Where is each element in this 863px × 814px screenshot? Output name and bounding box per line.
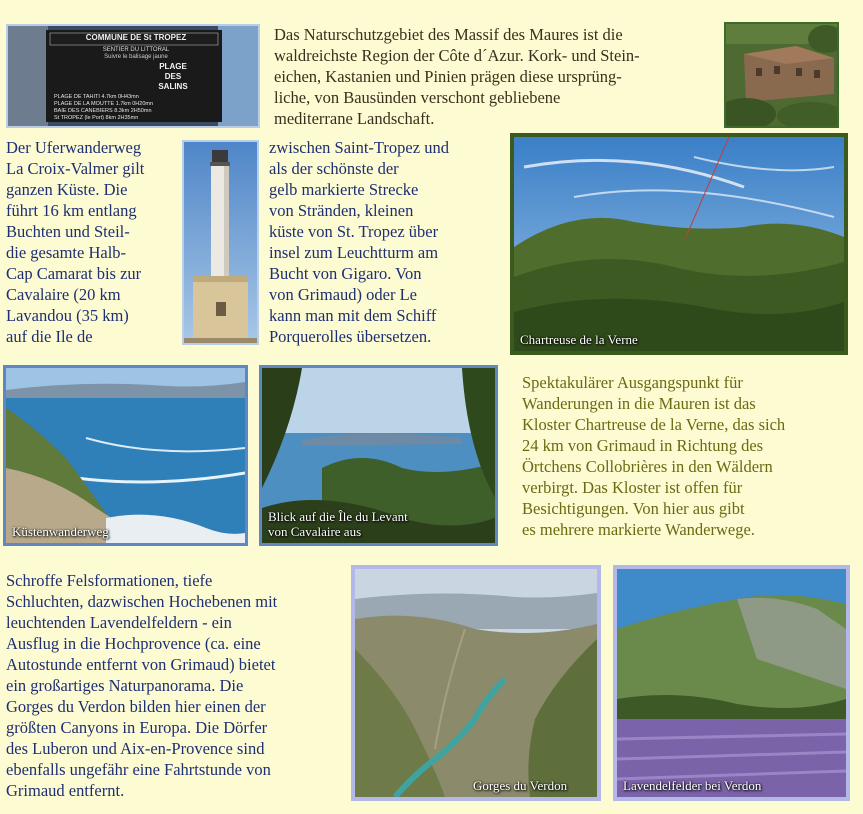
verdon-photo [351,565,601,801]
sign-note: Suivre le balisage jaune [104,54,168,60]
coast-line: insel zum Leuchtturm am [269,243,439,262]
lighthouse-photo [182,140,259,345]
sign-place-line: DES [164,72,182,81]
provence-line: leuchtenden Lavendelfeldern - ein [6,613,232,632]
monastery-line: Spektakulärer Ausgangspunkt für [522,373,743,392]
sign-row: PLAGE DE TAHITI 4.7km 0H43mn [54,94,139,100]
sign-row: BAIE DES CANEBIERS 8.3km 2H50mn [54,108,152,114]
coast-line: Bucht von Gigaro. Von [269,264,422,283]
sign-place-line: SALINS [158,82,188,91]
coast-walk-text-right [269,137,449,347]
lighthouse-image [184,142,257,343]
provence-line: ebenfalls ungefähr eine Fahrtstunde von [6,760,271,779]
provence-line: Ausflug in die Hochprovence (ca. eine [6,634,261,653]
monastery-line: es mehrere markierte Wanderwege. [522,520,755,539]
sign-place-line: PLAGE [159,62,187,71]
coast-line: küste von St. Tropez über [269,222,439,241]
monastery-line: verbirgt. Das Kloster ist offen für [522,478,743,497]
coast-line: kann man mit dem Schiff [269,306,437,325]
coast-photo [3,365,248,546]
coast-line: ganzen Küste. Die [6,180,128,199]
monastery-small-photo [724,22,839,128]
coast-line: als der schönste der [269,159,399,178]
intro-line: liche, von Bausünden verschont gebliebene [274,88,561,107]
intro-line: Das Naturschutzgebiet des Massif des Maures ist die [274,25,623,44]
lavender-caption: Lavendelfelder bei Verdon [623,778,762,793]
provence-line: Schroffe Felsformationen, tiefe [6,571,213,590]
monastery-line: 24 km von Grimaud in Richtung des [522,436,764,455]
lavender-photo [613,565,850,801]
coast-line: Cavalaire (20 km [6,285,121,304]
provence-line: des Luberon und Aix-en-Provence sind [6,739,265,758]
sign-title: COMMUNE DE St TROPEZ [85,33,187,42]
coast-walk-text-left [6,137,144,347]
levant-photo [259,365,498,546]
coast-line: die gesamte Halb- [6,243,127,262]
monastery-small-image [726,24,837,126]
levant-caption [268,509,408,539]
coast-line: führt 16 km entlang [6,201,137,220]
sign-rows [54,94,153,122]
chartreuse-caption: Chartreuse de la Verne [520,332,638,347]
coast-line: La Croix-Valmer gilt [6,159,145,178]
sign-photo [6,24,260,128]
levant-caption-line: Blick auf die Île du Levant [268,509,408,524]
coast-line: von Grimaud) oder Le [269,285,417,304]
coast-line: Der Uferwanderweg [6,138,142,157]
coast-line: zwischen Saint-Tropez und [269,138,449,157]
chartreuse-image [514,137,844,351]
provence-line: Schluchten, dazwischen Hochebenen mit [6,592,278,611]
monastery-text [522,372,785,540]
sign-place [128,62,218,92]
coast-image [6,368,245,543]
monastery-line: Örtchens Collobrières in den Wäldern [522,457,773,476]
coast-caption: Küstenwanderweg [12,524,109,539]
intro-line: eichen, Kastanien und Pinien prägen diese ursprüng- [274,67,622,86]
chartreuse-photo [510,133,848,355]
lavender-image [617,569,846,797]
monastery-line: Kloster Chartreuse de la Verne, das sich [522,415,786,434]
provence-line: Autostunde entfernt von Grimaud) bietet [6,655,276,674]
provence-line: Gorges du Verdon bilden hier einen der [6,697,266,716]
provence-line: Grimaud entfernt. [6,781,125,800]
coast-line: Lavandou (35 km) [6,306,129,325]
coast-line: gelb markierte Strecke [269,180,419,199]
coast-line: Cap Camarat bis zur [6,264,142,283]
monastery-line: Wanderungen in die Mauren ist das [522,394,756,413]
levant-caption-line: von Cavalaire aus [268,524,362,539]
provence-line: größten Canyons in Europa. Die Dörfer [6,718,268,737]
sign-row: PLAGE DE LA MOUTTE 1.7km 0H20mn [54,101,154,107]
coast-line: Buchten und Steil- [6,222,130,241]
intro-line: mediterrane Landschaft. [274,109,435,128]
verdon-caption: Gorges du Verdon [473,778,568,793]
coast-line: von Stränden, kleinen [269,201,414,220]
coast-line: auf die Ile de [6,327,93,346]
provence-text [6,570,277,801]
coast-line: Porquerolles übersetzen. [269,327,432,346]
provence-line: ein großartiges Naturpanorama. Die [6,676,244,695]
sign-subtitle: SENTIER DU LITTORAL [102,47,170,53]
sign-row: St TROPEZ (le Port) 8km 2H35mn [54,115,139,121]
verdon-image [355,569,597,797]
intro-text [274,24,640,129]
intro-line: waldreichste Region der Côte d´Azur. Kork- und Stein- [274,46,640,65]
monastery-line: Besichtigungen. Von hier aus gibt [522,499,745,518]
